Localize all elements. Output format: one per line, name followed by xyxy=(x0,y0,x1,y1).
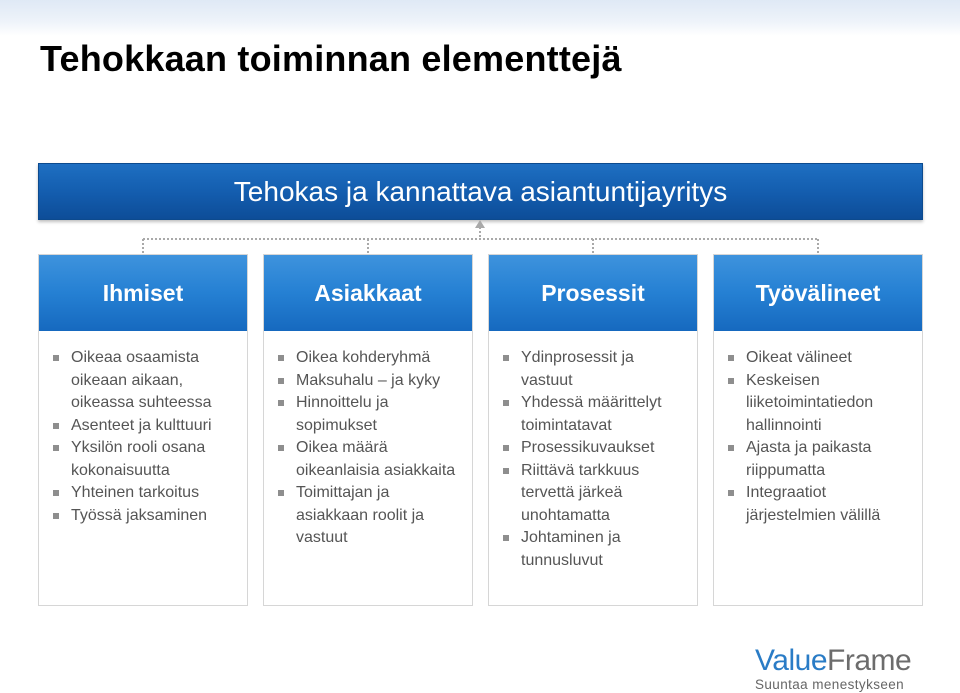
square-bullet-icon xyxy=(503,445,509,451)
list-item: Johtaminen ja tunnusluvut xyxy=(503,527,687,572)
list-item: Työssä jaksaminen xyxy=(53,505,237,528)
list-item: Oikea kohderyhmä xyxy=(278,347,462,370)
valueframe-logo xyxy=(755,646,911,692)
list-item: Ajasta ja paikasta riippumatta xyxy=(728,437,912,482)
arrow-up-icon xyxy=(475,220,485,228)
square-bullet-icon xyxy=(278,400,284,406)
page-title: Tehokkaan toiminnan elementtejä xyxy=(40,38,622,79)
square-bullet-icon xyxy=(503,355,509,361)
list-item: Oikea määrä oikeanlaisia asiakkaita xyxy=(278,437,462,482)
list-item: Riittävä tarkkuus tervettä järkeä unohtamatta xyxy=(503,460,687,528)
banner-title: Tehokas ja kannattava asiantuntijayritys xyxy=(233,175,728,207)
square-bullet-icon xyxy=(53,490,59,496)
square-bullet-icon xyxy=(53,355,59,361)
square-bullet-icon xyxy=(728,445,734,451)
column-header: Työvälineet xyxy=(714,255,922,331)
list-item: Prosessikuvaukset xyxy=(503,437,687,460)
column-header: Prosessit xyxy=(489,255,697,331)
logo-frame-text: Frame xyxy=(827,644,912,677)
square-bullet-icon xyxy=(728,378,734,384)
column-header: Asiakkaat xyxy=(264,255,472,331)
list-item: Maksuhalu – ja kyky xyxy=(278,370,462,393)
list-item: Oikeat välineet xyxy=(728,347,912,370)
square-bullet-icon xyxy=(53,513,59,519)
square-bullet-icon xyxy=(728,355,734,361)
square-bullet-icon xyxy=(728,490,734,496)
list-item: Yhdessä määrittelyt toimintatavat xyxy=(503,392,687,437)
square-bullet-icon xyxy=(503,535,509,541)
column-asiakkaat xyxy=(263,254,473,606)
list-item: Oikeaa osaamista oikeaan aikaan, oikeassa suhteessa xyxy=(53,347,237,415)
column-prosessit xyxy=(488,254,698,606)
square-bullet-icon xyxy=(278,378,284,384)
square-bullet-icon xyxy=(53,423,59,429)
square-bullet-icon xyxy=(278,445,284,451)
column-header: Ihmiset xyxy=(39,255,247,331)
column-tyovalineet xyxy=(713,254,923,606)
list-item: Integraatiot järjestelmien välillä xyxy=(728,482,912,527)
square-bullet-icon xyxy=(53,445,59,451)
list-item: Yhteinen tarkoitus xyxy=(53,482,237,505)
list-item: Yksilön rooli osana kokonaisuutta xyxy=(53,437,237,482)
logo-tagline: Suuntaa menestykseen xyxy=(755,677,905,692)
logo-value-text: Value xyxy=(755,644,828,677)
list-item: Toimittajan ja asiakkaan roolit ja vastuut xyxy=(278,482,462,550)
square-bullet-icon xyxy=(278,490,284,496)
list-item: Asenteet ja kulttuuri xyxy=(53,415,237,438)
list-item: Ydinprosessit ja vastuut xyxy=(503,347,687,392)
list-item: Hinnoittelu ja sopimukset xyxy=(278,392,462,437)
square-bullet-icon xyxy=(278,355,284,361)
connector-lines xyxy=(0,0,960,260)
square-bullet-icon xyxy=(503,468,509,474)
column-ihmiset xyxy=(38,254,248,606)
square-bullet-icon xyxy=(503,400,509,406)
list-item: Keskeisen liiketoimintatiedon hallinnointi xyxy=(728,370,912,438)
